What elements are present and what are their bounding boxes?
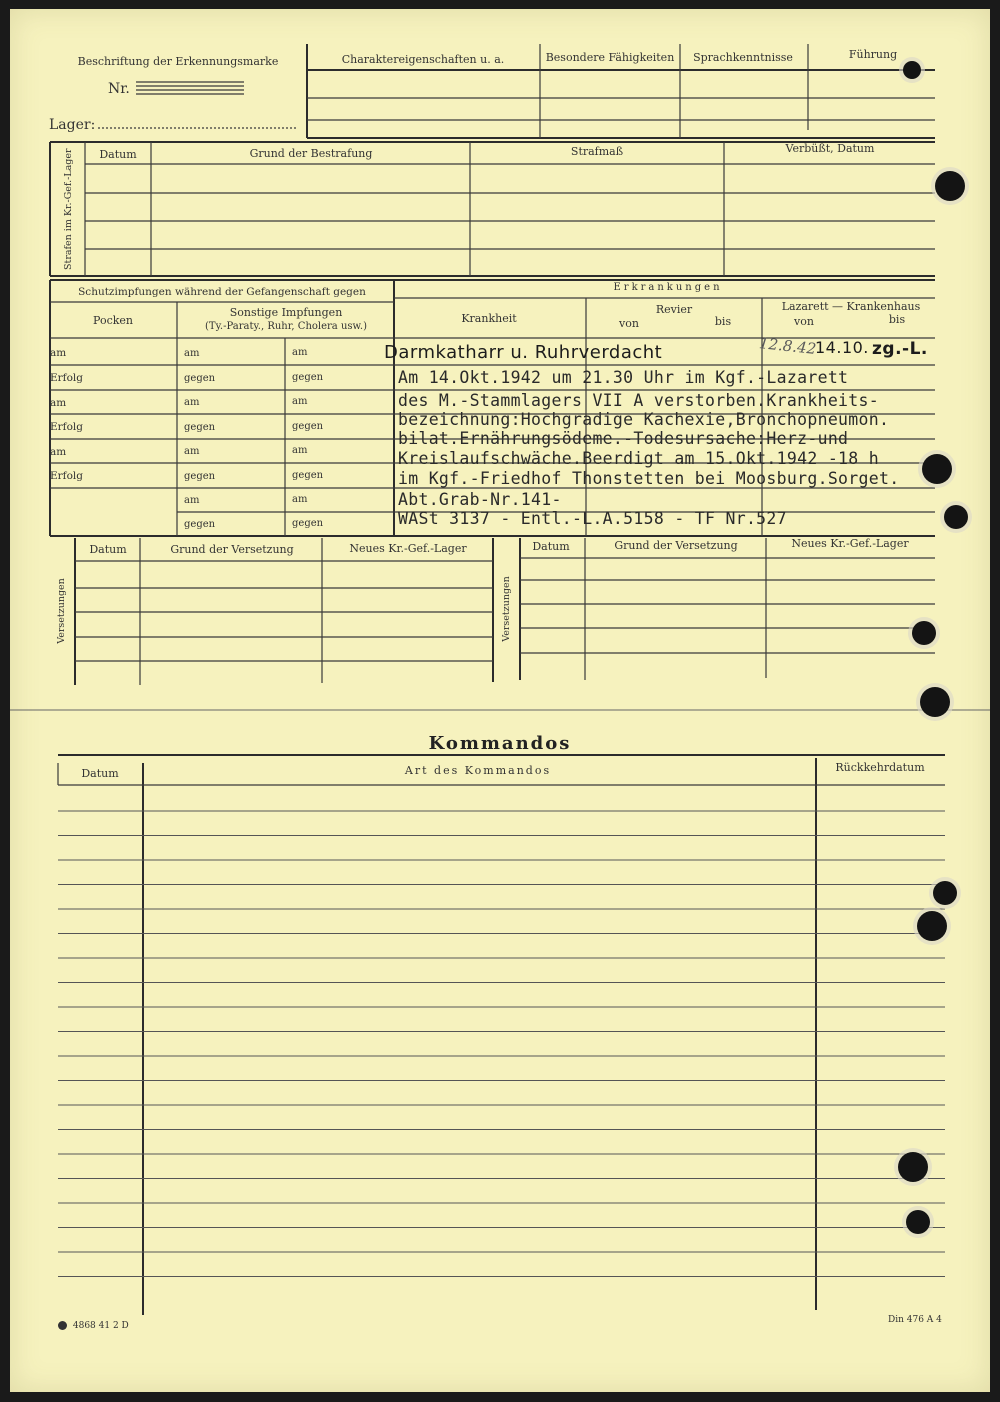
footer-print-code <box>58 1321 129 1331</box>
impfung-mid-row-label: gegen <box>184 373 216 384</box>
impfung-mid-row-label: am <box>184 495 200 506</box>
strafen-col-datum: Datum <box>99 148 137 161</box>
footer-din-text: Din 476 A 4 <box>888 1315 942 1325</box>
punch-hole-icon <box>935 171 965 201</box>
revier-bis-label: bis <box>714 315 732 328</box>
punch-hole-icon <box>912 621 936 645</box>
typed-line: bezeichnung:Hochgradige Kachexie,Bronchopneumon. <box>398 410 890 429</box>
sonstige-label: Sonstige Impfungen <box>229 306 343 319</box>
revier-von-label: von <box>619 317 639 330</box>
impfung-mid-row-label: am <box>184 397 200 408</box>
vers-left-col-datum: Datum <box>89 543 127 556</box>
impfung-right-row-label: gegen <box>292 372 324 383</box>
lazarett-label: Lazarett — Krankenhaus <box>781 300 921 313</box>
typed-line: Kreislaufschwäche.Beerdigt am 15.Okt.1942 -18 h <box>398 449 879 468</box>
kommandos-col-art: Art des Kommandos <box>404 764 552 777</box>
impfung-mid-row-label: gegen <box>184 422 216 433</box>
vers-right-col-grund: Grund der Versetzung <box>614 539 738 552</box>
punch-hole-icon <box>944 505 968 529</box>
nr-label: Nr. <box>108 81 130 97</box>
pocken-row-label: Erfolg <box>50 421 83 433</box>
strafen-col-grund: Grund der Bestrafung <box>249 147 373 160</box>
revier-label: Revier <box>655 303 693 316</box>
impfung-mid-row-label: am <box>184 348 200 359</box>
strafen-col-verbuesst: Verbüßt, Datum <box>785 142 875 155</box>
typed-line: im Kgf.-Friedhof Thonstetten bei Moosburg.Sorget. <box>398 469 900 488</box>
impfung-right-row-label: am <box>292 494 308 505</box>
pocken-row-label: am <box>50 347 67 359</box>
punch-hole-icon <box>906 1210 930 1234</box>
impfung-right-row-label: gegen <box>292 518 324 529</box>
impfung-mid-row-label: gegen <box>184 519 216 530</box>
footer-left-text: 4868 41 2 D <box>72 1321 129 1331</box>
strafen-side-label: Strafen im Kr.-Gef.-Lager <box>63 148 74 270</box>
impfungen-title: Schutzimpfungen während der Gefangenschaft gegen <box>78 286 366 298</box>
pocken-label: Pocken <box>93 314 133 327</box>
impfung-right-row-label: am <box>292 347 308 358</box>
sonstige-sub-label: (Ty.-Paraty., Ruhr, Cholera usw.) <box>205 321 367 332</box>
strafen-col-strafmass: Strafmaß <box>570 145 624 158</box>
impfung-right-row-label: gegen <box>292 470 324 481</box>
punch-hole-icon <box>922 454 952 484</box>
punch-hole-icon <box>917 911 947 941</box>
impfung-mid-row-label: gegen <box>184 471 216 482</box>
header-col-charakter: Charaktereigenschaften u. a. <box>341 53 505 66</box>
impfung-right-row-label: gegen <box>292 421 324 432</box>
stamp-suffix: zg.-L. <box>872 339 928 359</box>
pocken-row-label: am <box>50 397 67 409</box>
pocken-row-label: Erfolg <box>50 470 83 482</box>
pocken-row-label: am <box>50 446 67 458</box>
kommandos-title: Kommandos <box>428 733 572 754</box>
typed-line: Am 14.Okt.1942 um 21.30 Uhr im Kgf.-Lazarett <box>398 368 849 387</box>
print-mark-icon <box>58 1321 67 1330</box>
stamped-date: 14.10. <box>815 338 869 357</box>
punch-hole-icon <box>933 881 957 905</box>
impfung-right-row-label: am <box>292 396 308 407</box>
lazarett-von-label: von <box>794 315 814 328</box>
versetzungen-side-label-left: Versetzungen <box>56 578 67 644</box>
kommandos-col-datum: Datum <box>81 767 119 780</box>
header-col-faehigkeiten: Besondere Fähigkeiten <box>545 51 675 64</box>
typed-line: des M.-Stammlagers VII A verstorben.Krankheits- <box>398 391 879 410</box>
impfung-mid-row-label: am <box>184 446 200 457</box>
header-col-fuehrung: Führung <box>848 48 898 61</box>
header-col-sprachen: Sprachkenntnisse <box>693 51 793 64</box>
erkrankungen-title: Erkrankungen <box>613 282 723 293</box>
punch-hole-icon <box>903 61 921 79</box>
vers-left-col-lager: Neues Kr.-Gef.-Lager <box>349 542 467 555</box>
impfung-right-row-label: am <box>292 445 308 456</box>
vers-right-col-datum: Datum <box>532 540 570 553</box>
typed-line: Abt.Grab-Nr.141- <box>398 490 562 509</box>
pocken-row-label: Erfolg <box>50 372 83 384</box>
kommandos-col-rueckkehr: Rückkehrdatum <box>835 761 925 774</box>
krankheit-label: Krankheit <box>461 312 517 325</box>
typed-line: WASt 3137 - Entl.-L.A.5158 - TF Nr.527 <box>398 509 787 528</box>
handwritten-date: 12.8.42 <box>758 334 818 358</box>
diagnosis-stamp: Darmkatharr u. Ruhrverdacht <box>384 342 663 363</box>
vers-right-col-lager: Neues Kr.-Gef.-Lager <box>791 537 909 550</box>
vers-left-col-grund: Grund der Versetzung <box>170 543 294 556</box>
erkennungsmarke-label: Beschriftung der Erkennungsmarke <box>77 55 279 68</box>
lazarett-bis-label: bis <box>888 313 906 326</box>
punch-hole-icon <box>898 1152 928 1182</box>
versetzungen-side-label-right: Versetzungen <box>501 576 512 642</box>
typed-line: bilat.Ernährungsödeme.-Todesursache:Herz-und <box>398 429 849 448</box>
punch-hole-icon <box>920 687 950 717</box>
lager-label: Lager: <box>49 117 96 133</box>
